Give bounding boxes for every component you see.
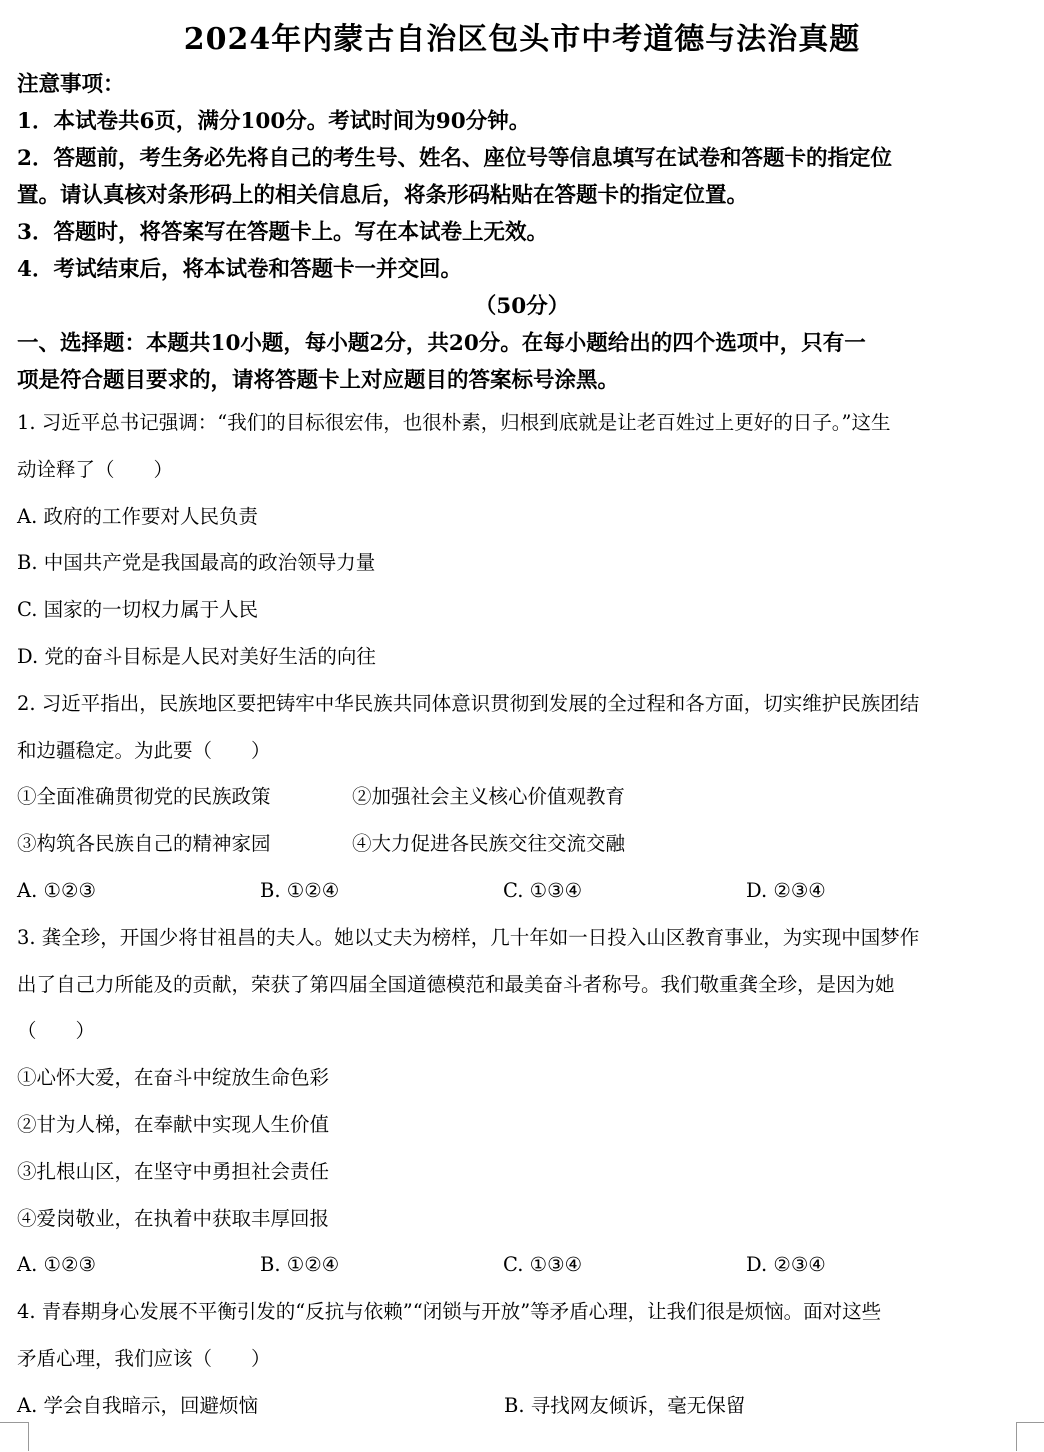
page-corner-mark (1016, 1422, 1044, 1451)
q3-option-c: C. ①③④ (503, 1253, 583, 1277)
section-heading-line: 一、选择题：本题共10小题，每小题2分，共20分。在每小题给出的四个选项中，只有一 (17, 331, 866, 356)
q2-option-c: C. ①③④ (503, 878, 583, 902)
q3-options-row (17, 1242, 1027, 1289)
q4-stem-line: 4. 青春期身心发展不平衡引发的“反抗与依赖”“闭锁与开放”等矛盾心理，让我们很是烦恼。面对这些 (17, 1300, 882, 1324)
section-heading-line: 项是符合题目要求的，请将答题卡上对应题目的答案标号涂黑。 (17, 368, 620, 393)
page-corner-mark (0, 1422, 29, 1451)
q4-option-b: B. 寻找网友倾诉，毫无保留 (504, 1393, 746, 1417)
q3-statement: ②甘为人梯，在奉献中实现人生价值 (17, 1112, 330, 1136)
q3-statement: ①心怀大爱，在奋斗中绽放生命色彩 (17, 1066, 330, 1090)
q2-statements-row (17, 821, 1027, 868)
q2-statement: ②加强社会主义核心价值观教育 (352, 785, 626, 809)
q3-option-a: A. ①②③ (17, 1253, 96, 1277)
q4-stem-line: 矛盾心理，我们应该（ ） (17, 1346, 271, 1370)
q2-stem-line: 和边疆稳定。为此要（ ） (17, 738, 271, 762)
q3-stem-line: （ ） (17, 1019, 96, 1043)
q1-stem-line: 动诠释了（ ） (17, 457, 174, 481)
notice-item: 1．本试卷共6页，满分100分。考试时间为90分钟。 (17, 109, 531, 134)
exam-title: 2024年内蒙古自治区包头市中考道德与法治真题 (183, 22, 861, 57)
q2-option-d: D. ②③④ (746, 878, 826, 902)
q1-stem-line: 1. 习近平总书记强调：“我们的目标很宏伟，也很朴素，归根到底就是让老百姓过上更好的日子。”这生 (17, 411, 891, 434)
q3-stem-line: 3. 龚全珍，开国少将甘祖昌的夫人。她以丈夫为榜样，几十年如一日投入山区教育事业，为实现中国梦作 (17, 925, 920, 949)
q3-stem-line: 出了自己力所能及的贡献，荣获了第四届全国道德模范和最美奋斗者称号。我们敬重龚全珍，是因为她 (17, 972, 895, 996)
q2-statement: ④大力促进各民族交往交流交融 (352, 832, 626, 856)
q2-option-b: B. ①②④ (260, 878, 340, 902)
q2-statement: ③构筑各民族自己的精神家园 (17, 832, 271, 856)
notice-heading: 注意事项： (17, 72, 125, 97)
q3-option-b: B. ①②④ (260, 1253, 340, 1277)
q3-option-d: D. ②③④ (746, 1253, 826, 1277)
questions (17, 400, 1027, 1430)
q2-statements-row (17, 774, 1027, 821)
q1-option-a: A. 政府的工作要对人民负责 (17, 504, 258, 528)
q1-option-c: C. 国家的一切权力属于人民 (17, 598, 259, 622)
notice-item: 3．答题时，将答案写在答题卡上。写在本试卷上无效。 (17, 220, 548, 245)
notice-block (17, 66, 1027, 399)
notice-item: 4．考试结束后，将本试卷和答题卡一并交回。 (17, 257, 462, 282)
q1-option-b: B. 中国共产党是我国最高的政治领导力量 (17, 551, 376, 575)
q2-stem-line: 2. 习近平指出，民族地区要把铸牢中华民族共同体意识贯彻到发展的全过程和各方面，切实维护民族团结 (17, 691, 920, 715)
q3-statement: ④爱岗敬业，在执着中获取丰厚回报 (17, 1206, 330, 1230)
q2-option-a: A. ①②③ (17, 878, 96, 902)
notice-item: 置。请认真核对条形码上的相关信息后，将条形码粘贴在答题卡的指定位置。 (17, 183, 749, 208)
notice-item: 2．答题前，考生务必先将自己的考生号、姓名、座位号等信息填写在试卷和答题卡的指定位 (17, 146, 892, 171)
q2-statement: ①全面准确贯彻党的民族政策 (17, 785, 271, 809)
q3-statement: ③扎根山区，在坚守中勇担社会责任 (17, 1159, 330, 1183)
q4-options-row (17, 1383, 1027, 1430)
q1-option-d: D. 党的奋斗目标是人民对美好生活的向往 (17, 644, 376, 668)
q2-options-row (17, 868, 1027, 915)
score-label: （50分） (474, 294, 570, 319)
q4-option-a: A. 学会自我暗示，回避烦恼 (17, 1393, 258, 1417)
